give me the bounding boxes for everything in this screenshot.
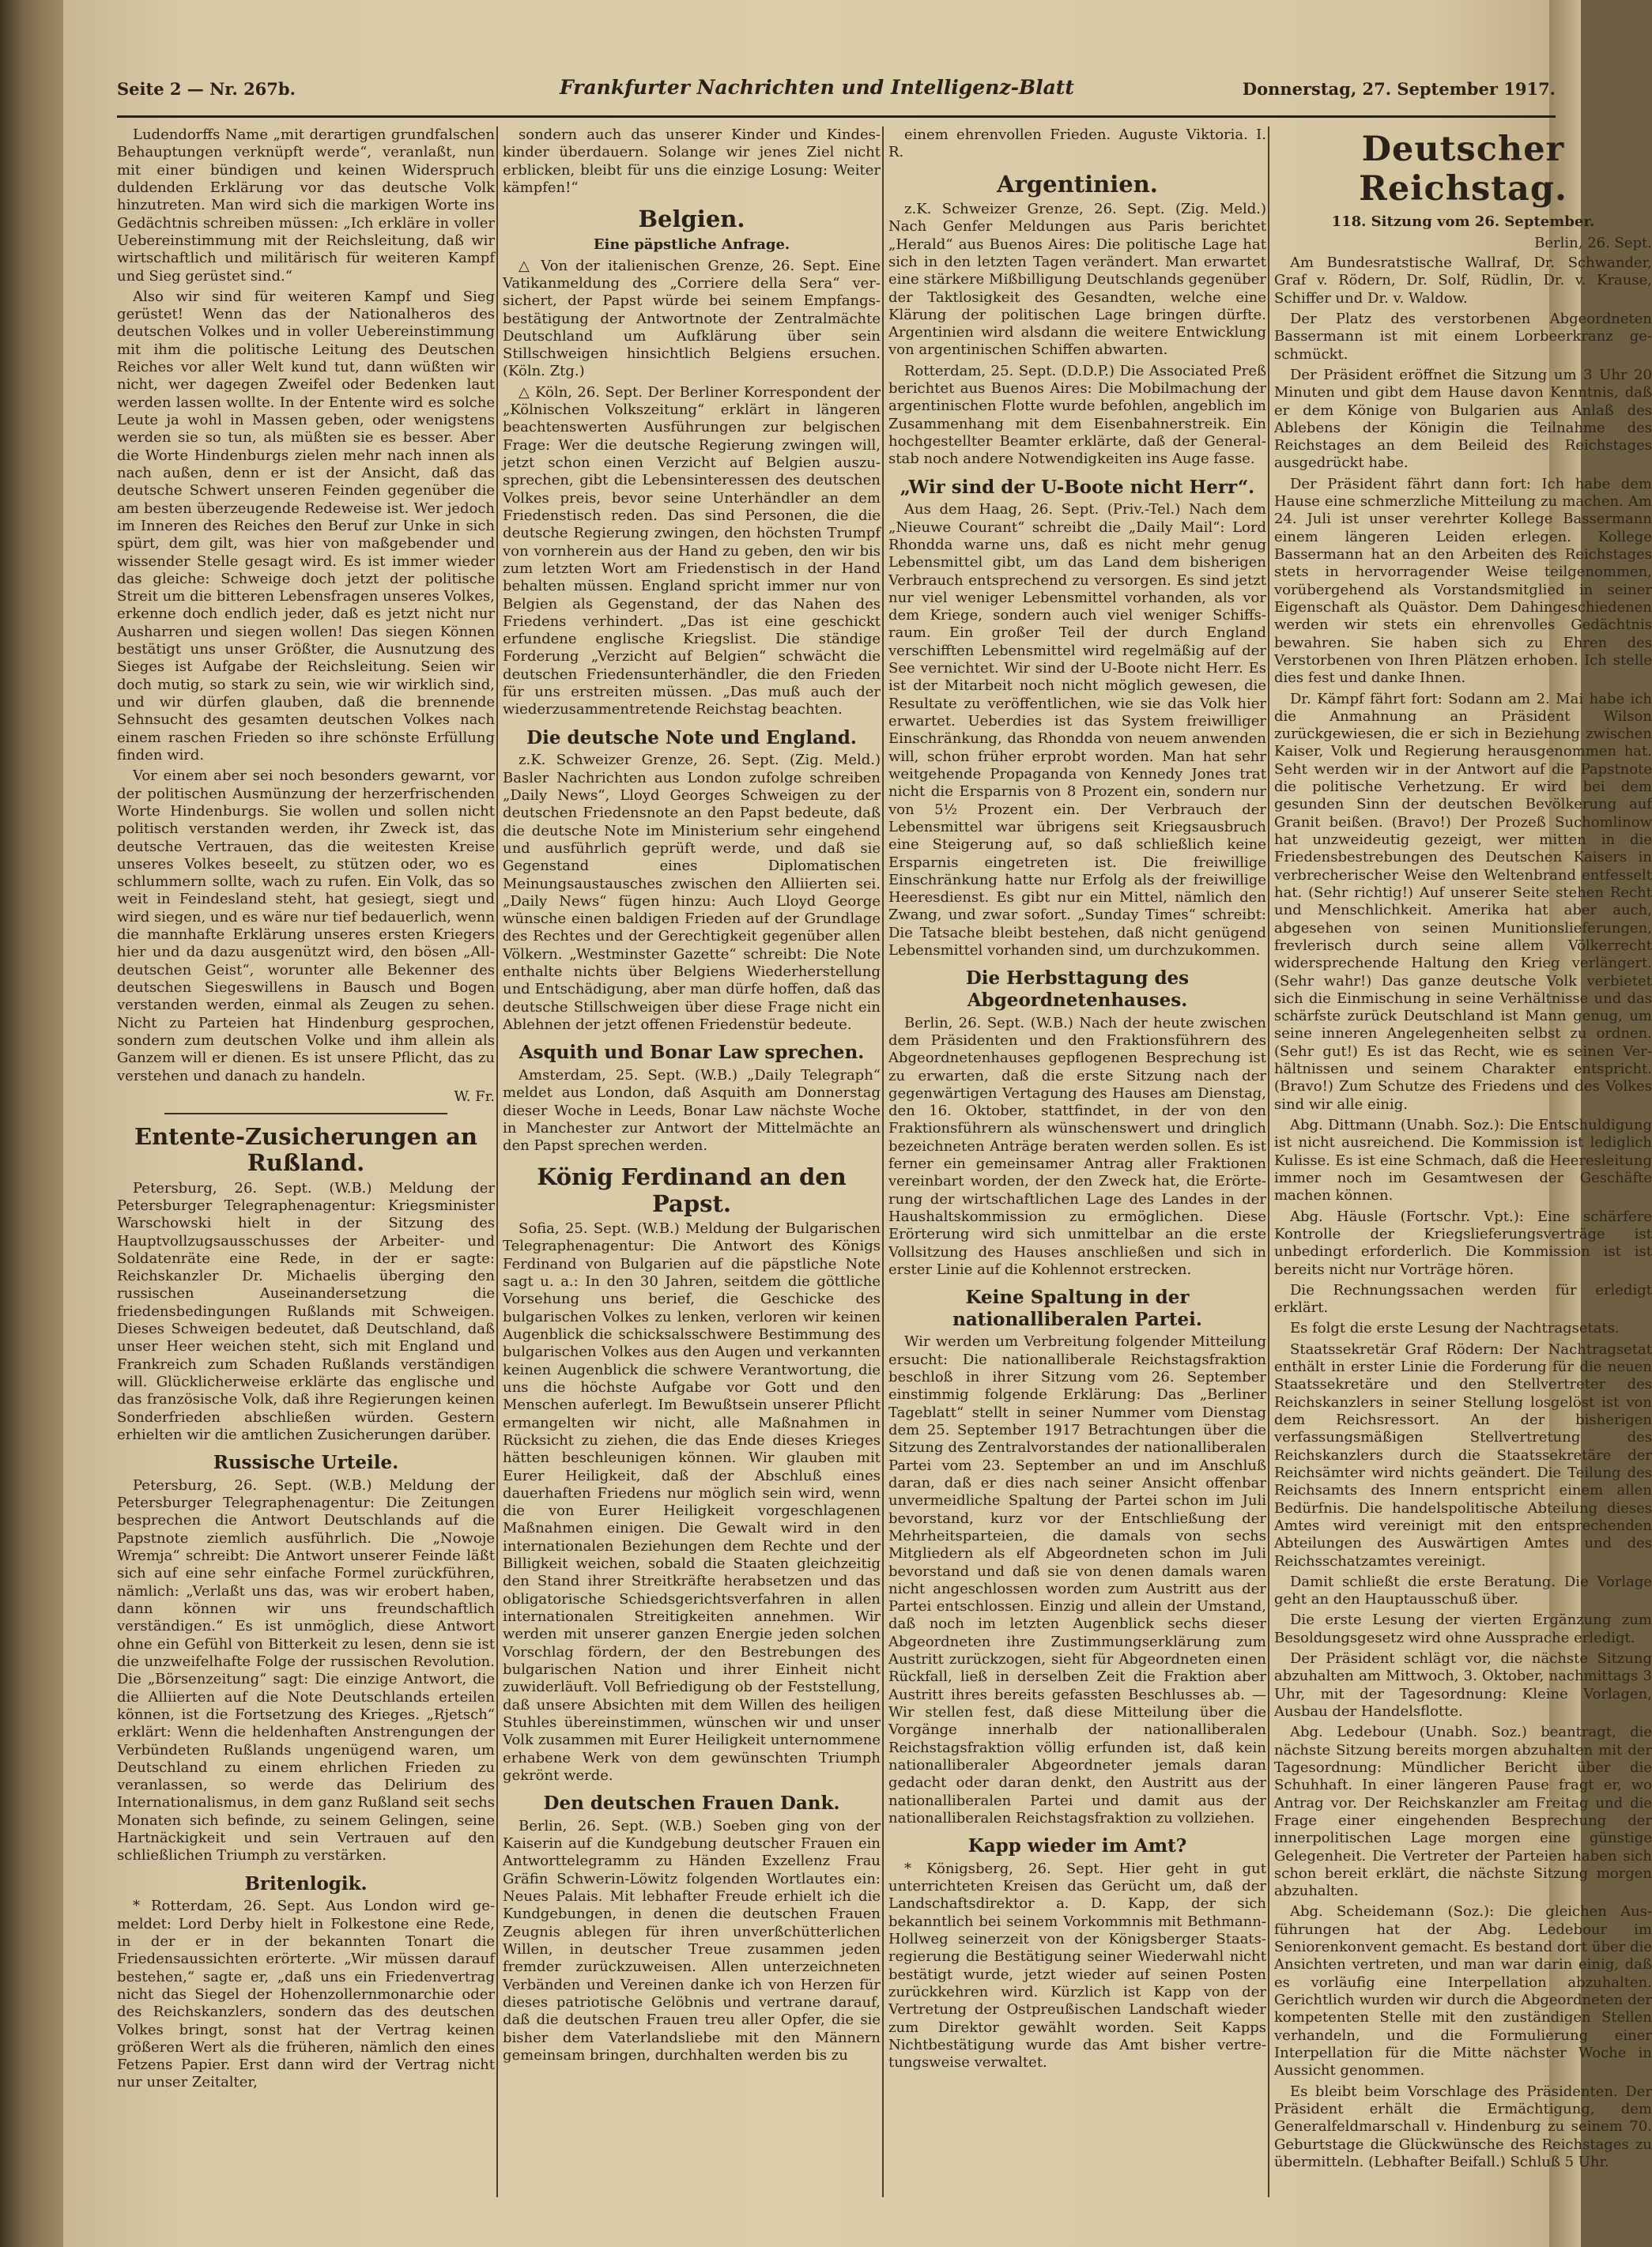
paragraph: Der Präsident eröffnet die Sitzung um 3 Uhr 20 Minuten und gibt dem Hause davon Kenntnis, daß er dem Könige von Bulgarien aus Anlaß des Ablebens der Königin die Teilnahme des Reichstages an dem Beileid des Reichstages ausgedrückt habe.	[1274, 366, 1652, 472]
paragraph: Ludendorffs Name „mit derartigen grundfalschen Behauptungen verknüpft werde“, veranlaßt, nun mit einer bündigen und keinen Widerspruch duldenden Erklärung vor das deutsche Volk hinzutreten. Man wird sich die markigen Worte ins Gedächtnis schreiben müssen: „Ich erkläre in voller Uebereinstimmung mit der Reichsleitung, daß wir wirtschaftlich und militärisch für weiteren Kampf und Sieg gerüstet sind.“	[117, 126, 495, 285]
paragraph: Der Präsident schlägt vor, die nächste Sitzung abzuhalten am Mittwoch, 3. Oktober, nachmittags 3 Uhr, mit der Tagesordnung: Kleine Vorlagen, Ausbau der Handelsflotte.	[1274, 1650, 1652, 1720]
paragraph: Die erste Lesung der vierten Ergänzung zum Besoldungsgesetz wird ohne Aussprache erledigt.	[1274, 1612, 1652, 1646]
article-headline: Argentinien.	[997, 170, 1158, 198]
column-rule	[496, 126, 498, 2197]
paragraph: * Rotterdam, 26. Sept. Aus London wird gemeldet: Lord Derby hielt in Folkestone eine Rede, in der er in der bekannten Tonart die Friedensaussichten erörterte. „Wir müssen darauf bestehen,“ sagte er, „daß uns ein Friedenvertrag nicht das Siegel der Hohenzollernmonarchie oder des Reichskanzlers, sondern das des deutschen Volkes bringt, sonst hat der Vertrag keinen größeren Wert als die früheren, nämlich den eines Fetzens Papier. Erst dann wird der Vertrag nicht nur unser Zeitalter,	[117, 1898, 495, 2091]
article-headline: Britenlogik.	[244, 1872, 368, 1894]
paragraph: Der Platz des verstorbenen Abgeordneten Bassermann ist mit einem Lorbeerkranz geschmückt.	[1274, 310, 1652, 363]
article-asquith	[503, 1042, 881, 1155]
article-britenlogik	[117, 1873, 495, 2092]
paragraph: Es folgt die erste Lesung der Nachtragsetats.	[1290, 1320, 1620, 1337]
paragraph: Dr. Kämpf fährt fort: Sodann am 2. Mai habe ich die Anmahnung an Präsident Wilson zurückgewiesen, die er sich in Beziehung zwischen Kaiser, Volk und Regierung herausgenommen hat. Seht werden wir in der Antwort auf die Papstnote die politische Verhetzung. Er wird bei dem gesunden Sinn der deutschen Bevölkerung auf Granit beißen. (Bravo!) Der Prozeß Suchomlinow hat unzweideutig gezeigt, wer mitten in die Friedensbestrebungen des Deutschen Kaisers in verbrecherischer Weise den Weltenbrand entfesselt hat. (Sehr richtig!) Auf unserer Seite stehen Recht und Menschlichkeit. Amerika hat aber auch, abgesehen von seinen Munitionslieferungen, frevlerisch durch seine allem Völkerrecht widersprechende Haltung den Krieg verlängert. (Sehr wahr!) Das ganze deutsche Volk verbietet sich die Einmischung in seine Verhältnisse und das schärfste zurück Deutschland ist Mann genug, um seine inneren Angelegenheiten selbst zu ordnen. (Sehr gut!) Es ist das Recht, wie es seinen Verhältnissen und seinem Charakter entspricht. (Bravo!) Zum Schutze des Friedens und des Volkes sind wir alle einig.	[1274, 690, 1652, 1113]
paragraph: △ Von der italienischen Grenze, 26. Sept. Eine Vatikanmeldung des „Corriere della Sera“ versichert, der Papst würde bei seinem Empfangsbestätigung der Antwortnote der Zentralmächte Deutschland um Aufklärung über sein Stillschweigen hinsichtlich Belgiens ersuchen. (Köln. Ztg.)	[503, 257, 881, 380]
paragraph: Berlin, 26. Sept. (W.B.) Soeben ging von der Kaiserin auf die Kundgebung deutscher Frauen ein Antworttelegramm zu Händen Exzellenz Frau Gräfin Schwerin-Löwitz folgenden Wortlautes ein: Neues Palais. Mit lebhafter Freude erhielt ich die Kundgebungen, in denen die deutschen Frauen Zeugnis ablegen für ihren unverßchütterlichen Willen, in deutscher Treue zusammen jeden fremder zurückzuweisen. Allen unterzeichneten Verbänden und Vereinen danke ich von Herzen für dieses patriotische Gelöbnis und vertrane darauf, daß die deutschen Frauen treu aller Opfer, die sie bisher dem Vaterlandsliebe mit den Männern gemeinsam bringen, durchhalten werden bis zu	[503, 1817, 881, 2064]
paragraph: △ Köln, 26. Sept. Der Berliner Korrespondent der „Kölnischen Volkszeitung“ erklärt in längeren beachtenswerten Ausführungen zur belgischen Frage: Wer die deutsche Regierung zwingen will, jetzt schon einen Verzicht auf Belgien auszusprechen, gibt die Lebensinteressen des deutschen Volkes preis, bevor seine Unterhändler an dem Friedenstisch reden. Das sind Personen, die die deutsche Regierung zwingen, den höchsten Trumpf von vornherein aus der Hand zu geben, den wir bis zum letzten Wort am Friedenstisch in der Hand behalten müssen. England spricht immer nur von Belgien als Gegenstand, der das Nahen des Friedens verhindert. „Das ist eine geschickt erfundene englische Kriegslist. Die ständige Forderung „Verzicht auf Belgien“ schwächt die deutschen Friedensunterhändler, die den Frieden für uns erstreiten müssen. „Das muß auch der wiederzusammentretende Reichstag beachten.	[503, 383, 881, 718]
article-headline: Den deutschen Frauen Dank.	[543, 1793, 840, 1815]
article-argentinien	[888, 172, 1266, 469]
paragraph: Die Rechnungssachen werden für erledigt erklärt.	[1274, 1281, 1652, 1317]
article-russian-opinions	[117, 1452, 495, 1864]
newspaper-page	[63, 0, 1652, 2247]
article-headline: Russische Urteile.	[213, 1452, 399, 1474]
paragraph: sondern auch das unserer Kinder und Kindeskinder überdauern. Solange wir jenes Ziel nicht erblicken, bleibt für uns die einzige Losung: Weiter kämpfen!“	[503, 126, 881, 196]
paragraph: Abg. Häusle (Fortschr. Vpt.): Eine schärfere Kontrolle der Kriegslieferungsverträge ist unbedingt erforderlich. Die Kommission ist ist bereits nicht nur Vorträge hören.	[1274, 1208, 1652, 1278]
article-headline: Die deutsche Note und England.	[526, 726, 857, 748]
paragraph: Es bleibt beim Vorschlage des Präsidenten. Der Präsident erhält die Ermächtigung, dem Generalfeldmarschall v. Hindenburg zu seinem 70. Geburtstage die Glückwünsche des Reichstages zu übermitteln. (Lebhafter Beifall.) Schluß 5 Uhr.	[1274, 2083, 1652, 2170]
paragraph: Also wir sind für weiteren Kampf und Sieg gerüstet! Wenn das der Nationalheros des deutschen Volkes und in voller Uebereinstimmung mit ihm die politische Leitung des Deutschen Reiches vor aller Welt kund tut, dann wüßten wir nicht, wer dagegen Zweifel oder Bedenken laut werden lassen wollte. In der Entente wird es solche Leute ja wohl in Massen geben, oder wenigstens werden sie so tun, als müßten sie es besser. Aber die Worte Hindenburgs zielen mehr nach innen als nach außen, denn er ist der Ansicht, daß das deutsche Schwert unseren Feinden gegenüber die am besten überzeugende Redeweise ist. Wer jedoch im Inneren des Reiches den Beruf zur Unke in sich spürt, dem gilt, was hier von maßgebender und wissender Stelle gesagt wird. Es ist immer wieder das gleiche: Schweige doch jetzt der politische Streit um die bitteren Lebensfragen unseres Volkes, erkenne doch endlich jeder, daß es jetzt nicht nur Ausharren und siegen wollen! Das siegen Können bestätigt uns unser Größter, die Ausnutzung des Sieges ist Aufgabe der Reichsleitung. Seien wir doch mutig, so stark zu sein, wie wir wirklich sind, und wir dürfen glauben, daß die brennende Sehnsucht des gesamten deutschen Volkes nach einem raschen Frieden so ihre schönste Erfüllung finden wird.	[117, 288, 495, 763]
article-herbsttagung	[888, 967, 1266, 1279]
article-hindenburg	[117, 126, 495, 1105]
paragraph: * Königsberg, 26. Sept. Hier geht in gut unterrichteten Kreisen das Gerücht um, daß der Landschaftsdirektor a. D. Kapp, der sich bekanntlich bei seinem Vorkommnis mit Bethmann-Hollweg seinerzeit von der Königsberger Staatsregierung die Bestätigung seiner Wiederwahl nicht bestätigt wurde, jetzt wieder auf seinen Posten zurückkehren wird. Kürzlich ist Kapp von der Vertretung der Ostpreußischen Landschaft wieder zum Direktor gewählt worden. Seit Kapps Nichtbestätigung wurde das Amt bisher vertretungsweise verwaltet.	[888, 1860, 1266, 2072]
article-reichstag	[1274, 130, 1652, 2171]
paragraph: Petersburg, 26. Sept. (W.B.) Meldung der Petersburger Telegraphenagentur: Kriegsminister Warschowski hielt in der Sitzung des Hauptvollzugsausschusses der Arbeiter- und Soldatenräte eine Rede, in der er sagte: Reichskanzler Dr. Michaelis überging den russischen Auseinandersetzung die friedensbedingungen Rußlands mit Schweigen. Dieses Schweigen bedeutet, daß Deutschland, daß unser Heer weichen steht, sich mit England und Frankreich zum Schaden Rußlands verständigen will. Glücklicherweise erklärte das englische und das französische Volk, daß ihre Regierungen keinen Sonderfrieden abschließen würden. Gestern erhielten wir die amtlichen Zusicherungen darüber.	[117, 1179, 495, 1443]
article-note-england	[503, 727, 881, 1035]
paragraph: Am Bundesratstische Wallraf, Dr. Schwander, Graf v. Rödern, Dr. Solf, Rüdlin, Dr. v. Krause, Schiffer und Dr. v. Waldow.	[1274, 254, 1652, 307]
issue-date: Donnerstag, 27. September 1917.	[1242, 79, 1556, 99]
paragraph: Abg. Dittmann (Unabh. Soz.): Die Entschuldigung ist nicht ausreichend. Die Kommission ist lediglich Kulisse. Es ist eine Schmach, daß die Heeresleitung immer noch im Gesamtwesen der Geschäfte machen können.	[1274, 1117, 1652, 1205]
header-rule	[117, 115, 1556, 118]
paragraph: Der Präsident fährt dann fort: Ich habe dem Hause eine schmerzliche Mitteilung zu machen. Am 24. Juli ist unser verehrter Kollege Bassermann einem längeren Leiden erlegen. Kollege Bassermann hat an den Arbeiten des Reichstages stets in hervorragender Weise teilgenommen, vorübergehend als Vorstandsmitglied in seiner Eigenschaft als Quästor. Dem Dahingeschiedenen werden wir stets ein ehrenvolles Gedächtnis bewahren. Sie haben sich zu Ehren des Verstorbenen von Ihren Plätzen erhoben. Ich stelle dies fest und danke Ihnen.	[1274, 475, 1652, 687]
masthead: Frankfurter Nachrichten und Intelligenz-Blatt	[560, 76, 1074, 99]
page-number: Seite 2 — Nr. 267b.	[117, 79, 296, 99]
article-headline: Die Herbsttagung des Abgeordnetenhauses.	[965, 967, 1190, 1011]
article-headline: Belgien.	[638, 205, 745, 233]
column-1	[117, 126, 495, 2237]
column-3	[888, 126, 1266, 2237]
paragraph: Petersburg, 26. Sept. (W.B.) Meldung der Petersburger Telegraphenagentur: Die Zeitungen besprechen die Antwort Deutschlands auf die Papstnote ziemlich ausführlich. Die „Nowoje Wremja“ schreibt: Die Antwort unserer Feinde läßt sich auf eine sehr einfache Formel zurückführen, nämlich: „Verlaßt uns das, was wir erobert haben, dann können wir uns freundschaftlich verständigen.“ Es ist unmöglich, diese Antwort ohne ein Gefühl von Bitterkeit zu lesen, denn sie ist die unzweifelhafte Folge der russischen Revolution. Die „Börsenzeitung“ sagt: Die einzige Antwort, die die Alliierten auf die Note Deutschlands erteilen können, ist die Fortsetzung des Krieges. „Rjetsch“ erklärt: Wenn die heldenhaften Anstrengungen der Verbündeten Rußlands ungenügend waren, um Deutschland zu einem ehrlichen Frieden zu veranlassen, so werde das Delirium des Internationalismus, in dem ganz Rußland seit sechs Monaten sich befinde, zu seinem Gelingen, seine Hartnäckigkeit und sein Vertrauen auf den schließlichen Triumph zu verstärken.	[117, 1476, 495, 1864]
article-subheadline: 118. Sitzung vom 26. September.	[1331, 213, 1595, 230]
article-britenlogik-cont	[503, 126, 881, 197]
paragraph: Vor einem aber sei noch besonders gewarnt, vor der politischen Ausmünzung der herzerfrischenden Worte Hindenburgs. Sie wollen und sollen nicht politisch verstanden werden, ihr Zweck ist, das deutsche Vertrauen, das die weitesten Kreise unseres Volkes beseelt, zu stützen oder, wo es schlummern sollte, wach zu rufen. Ein Volk, das so weit in Feindesland steht, hat gesiegt, siegt und wird siegen, und es wäre nur tief bedauerlich, wenn die mannhafte Erklärung unseres ersten Kriegers hier und da dazu ausgenützt wird, den bösen „Alldeutschen Geist“, worunter alle Bekenner des deutschen Siegeswillens in Bausch und Bogen verstanden werden, einmal als Zeugen zu sehen. Nicht zu Parteien hat Hindenburg gesprochen, sondern zum deutschen Volke und ihm allein als Ganzem will er dienen. Es ist unsere Pflicht, das zu verstehen und danach zu handeln.	[117, 767, 495, 1084]
article-headline: Keine Spaltung in der nationalliberalen Partei.	[952, 1287, 1202, 1330]
paragraph: Aus dem Haag, 26. Sept. (Priv.-Tel.) Nach dem „Nieuwe Courant“ schreibt die „Daily Mail“: Lord Rhondda warne uns, daß es nicht mehr genug Lebensmittel gibt, um das Land dem bisherigen Verbrauch entsprechend zu versorgen. Es sind jetzt nur viel weniger Lebensmittel vorhanden, als vor dem Kriege, sondern auch viel weniger Schiffsraum. Ein großer Teil der durch England verschifften Lebensmittel wird regelmäßig auf der See vernichtet. Wir sind der U-Boote nicht Herr. Es ist der Mitarbeit noch nicht möglich gewesen, die Resultate zu veröffentlichen, wie sie das Volk hier erwartet. Ueberdies ist das System freiwilliger Einschränkung, das Rhondda von neuem anwenden will, schon früher erprobt worden. Man hat sehr weitgehende Propaganda von Kennedy Jones trat nicht die Ersparnis von 8 Prozent ein, sondern nur von 5½ Prozent ein. Der Verbrauch der Lebensmittel war übrigens seit Kriegsausbruch eine Steigerung auf, so daß schließlich keine Ersparnis eingetreten ist. Die freiwillige Einschränkung hatte nur Erfolg als der freiwillige Heeresdienst. Es gibt nur ein Mittel, nämlich den Zwang, und zwar sofort. „Sunday Times“ schreibt: Die Tatsache bleibt bestehen, daß nicht genügend Lebensmittel vorhanden sind, um durchzukommen.	[888, 501, 1266, 959]
column-2	[503, 126, 881, 2237]
paragraph: Sofia, 25. Sept. (W.B.) Meldung der Bulgarischen Telegraphenagentur: Die Antwort des Königs Ferdinand von Bulgarien auf die päpstliche Note sagt u. a.: In den 30 Jahren, seitdem die göttliche Vorsehung uns berief, die Geschicke des bulgarischen Volkes zu lenken, verloren wir keinen Augenblick die schicksalsschwere Bestimmung des bulgarischen Volkes aus den Augen und verkannten keinen Augenblick die schwere Verantwortung, die uns die höchste Aufgabe vor Gott und den Menschen auferlegt. Im Bewußtsein unserer Pflicht ermangelten wir nicht, alle Maßnahmen in Rücksicht zu ziehen, die das Ende dieses Krieges hätten beschleunigen können. Wir glauben mit Eurer Heiligkeit, daß der Abschluß eines dauerhaften Friedens nur möglich sein wird, wenn die von Eurer Heiligkeit vorgeschlagenen Maßnahmen einigen. Die Gewalt wird in den internationalen Beziehungen dem Rechte und der Billigkeit weichen, sobald die Staaten gleichzeitig den Stand ihrer Streitkräfte herabsetzen und das obligatorische Schiedsgerichtsverfahren in allen internationalen Streitigkeiten annehmen. Wir werden mit unserer ganzen Energie jeden solchen Vorschlag fördern, der den Bestrebungen des bulgarischen Nation und ihrer Einheit nicht zuwiderläuft. Voll Befriedigung ob der Feststellung, daß unsere Absichten mit dem Willen des heiligen Stuhles übereinstimmen, wünschen wir und unser Volk zusammen mit Eurer Heiligkeit unternommene erhabene Werk von dem gewünschten Triumph gekrönt werde.	[503, 1220, 881, 1784]
book-binding	[0, 0, 63, 2247]
article-kapp	[888, 1835, 1266, 2072]
page-header	[117, 76, 1556, 107]
paragraph: z.K. Schweizer Grenze, 26. Sept. (Zig. Meld.) Basler Nachrichten aus London zufolge schreiben „Daily News“, Lloyd Georges Schweigen zu der deutschen Friedensnote an den Papst bedeute, daß die deutsche Note im Ministerium sehr eingehend und ausführlich geprüft werde, und daß sie Gegenstand eines Diplomatischen Meinungsaustausches zwischen den Alliierten sei. „Daily News“ fügen hinzu: Auch Lloyd George wünsche einen baldigen Frieden auf der Grundlage des Rechtes und der Gerechtigkeit gegenüber allen Völkern. „Westminster Gazette“ schreibt: Die Note enthalte nichts über Belgiens Wiederherstellung und Entschädigung, aber man dürfe hoffen, daß das deutsche Stillschweigen über diese Frage nicht ein Ablehnen der jetzt offenen Friedenstür bedeute.	[503, 752, 881, 1033]
paragraph: Abg. Ledebour (Unabh. Soz.) beantragt, die nächste Sitzung bereits morgen abzuhalten mit der Tagesordnung: Mündlicher Bericht über die Schuhhaft. In einer längeren Pause fragt er, wo Antrag vor. Der Reichskanzler am Freitag und die Frage einer eingehenden Besprechung der innerpolitischen Lage morgen eine günstige Gelegenheit. Die Vertreter der Parteien haben sich schon bereit erklärt, die nächste Sitzung morgen abzuhalten.	[1274, 1724, 1652, 1900]
paragraph: Rotterdam, 25. Sept. (D.D.P.) Die Associated Preß berichtet aus Buenos Aires: Die Mobilmachung der argentinischen Flotte wurde befohlen, angeblich im Zusammenhang mit dem Eisenbahnerstreik. Ein hochgestellter Beamter erklärte, daß der Generalstab noch andere Notwendigkeiten ins Auge fasse.	[888, 362, 1266, 468]
paragraph: Wir werden um Verbreitung folgender Mitteilung ersucht: Die nationalliberale Reichstagsfraktion beschloß in ihrer Sitzung vom 26. September einstimmig folgende Erklärung: Das „Berliner Tageblatt“ stellt in seiner Nummer vom Dienstag dem 25. September 1917 Betrachtungen über die Sitzung des Zentralvorstandes der nationalliberalen Partei vom 23. September an und im Anschluß daran, daß er dies nach seiner Ansicht offenbar unvermeidliche Spaltung der Partei schon im Juli bevorstand, kurz vor der Entschließung der Mehrheitsparteien, die damals von sechs Mitgliedern als elf Abgeordneten schon im Juli bevorstand und daß sie von denen damals waren nicht angeschlossen worden zum Austritt aus der Partei entschlossen. Einzig und allein der Umstand, daß noch im letzten Augenblick sechs dieser Abgeordneten ihre Zustimmungserklärung zum Austritt zurückzogen, sieht für Abgeordneten einen Rückfall, ließ in derselben Zeit die Fraktion aber Austritt ihres bereits gefassten Beschlusses ab. — Wir stellen fest, daß diese Mitteilung über die Vorgänge innerhalb der nationalliberalen Reichstagsfraktion völlig erfunden ist, daß kein nationalliberaler Abgeordneter jemals daran gedacht oder daran denkt, den Austritt aus der nationalliberalen Partei und damit aus der nationalliberalen Reichstagsfraktion zu vollziehen.	[888, 1333, 1266, 1827]
paragraph: Damit schließt die erste Beratung. Die Vorlage geht an den Hauptausschuß über.	[1274, 1573, 1652, 1608]
article-frauen	[503, 1793, 881, 2064]
paragraph: Amsterdam, 25. Sept. (W.B.) „Daily Telegraph“ meldet aus London, daß Asquith am Donnerstag dieser Woche in Leeds, Bonar Law nächste Woche in Manchester zur Antwort der Mittelmächte an den Papst sprechen werden.	[503, 1066, 881, 1155]
column-rule	[1268, 126, 1269, 2197]
article-headline: Asquith und Bonar Law sprechen.	[519, 1042, 865, 1064]
paragraph: Staatssekretär Graf Rödern: Der Nachtragsetat enthält in erster Linie die Forderung für die neuen Staatssekretäre und den Stellvertreter des Reichskanzlers in seiner Stellung losgelöst ist von dem Reichsressort. An der bisherigen verfassungsmäßigen Stellvertretung des Reichskanzlers durch die Staatssekretäre der Reichsämter wird nichts geändert. Die Teilung des Reichsamts des Innern entspricht einem allen Bedürfnis. Die handelspolitische Abteilung dieses Amtes wird vereinigt mit den entsprechenden Abteilungen des Auswärtigen Amtes und des Reichsschatzamtes vereinigt.	[1274, 1340, 1652, 1570]
paragraph: z.K. Schweizer Grenze, 26. Sept. (Zig. Meld.) Nach Genfer Meldungen aus Paris berichtet „Herald“ aus Buenos Aires: Die politische Lage hat sich in den letzten Tagen verändert. Man erwartet eine stärkere Mißbilligung Deutschlands gegenüber der Taktlosigkeit des Gesandten, welche eine Klärung der politischen Lage bringen dürfte. Argentinien wird alsdann die weitere Entwicklung von argentinischen Schiffen abwarten.	[888, 200, 1266, 359]
paragraph: Abg. Scheidemann (Soz.): Die gleichen Ausführungen hat der Abg. Ledebour im Seniorenkonvent gemacht. Es bestand dort über die Ansichten vertreten, und man war darin einig, daß es vorläufig eine Interpellation abzuhalten. Gerichtlich wurden wir durch die Abgeordneten der kompetenten Stelle mit den zuständigen Stellen verhandeln, und die Formulierung einer Interpellation für die Mitte nächster Woche in Aussicht genommen.	[1274, 1903, 1652, 2079]
article-entente	[117, 1124, 495, 1444]
article-headline: König Ferdinand an den Papst.	[537, 1163, 847, 1217]
article-subheadline: Eine päpstliche Anfrage.	[593, 236, 790, 253]
column-rule	[882, 126, 884, 2197]
article-headline: Entente-Zusicherungen an Rußland.	[134, 1122, 478, 1177]
author-signature: W. Fr.	[454, 1088, 495, 1105]
article-keine-spaltung	[888, 1287, 1266, 1827]
article-uboote	[888, 477, 1266, 960]
paragraph: Berlin, 26. Sept. (W.B.) Nach der heute zwischen dem Präsidenten und den Fraktionsführern des Abgeordnetenhauses gepflogenen Besprechung ist zu erwarten, daß die erste Sitzung nach der gegenwärtigen Vertagung des Hauses am Dienstag, den 16. Oktober, stattfindet, in der von den Fraktionsführern als wünschenswert und dringlich bezeichneten Anträge beraten werden sollen. Es ist ferner ein gemeinsamer Antrag aller Fraktionen vereinbart worden, der den Zweck hat, die Erörterung der wirtschaftlichen Lage des Landes in der Haushaltskommission zu ermöglichen. Diese Erörterung wird sich unmittelbar an die erste Vollsitzung des Hauses anschließen und sich in erster Linie auf die Kohlennot erstrecken.	[888, 1014, 1266, 1278]
column-4	[1274, 126, 1652, 2237]
article-headline: Deutscher Reichstag.	[1359, 130, 1567, 209]
paragraph: einem ehrenvollen Frieden. Auguste Viktoria. I. R.	[888, 126, 1266, 161]
article-divider	[164, 1113, 447, 1114]
article-ferdinand	[503, 1164, 881, 1785]
article-belgien	[503, 206, 881, 718]
dateline: Berlin, 26. Sept.	[1534, 235, 1652, 251]
article-headline: „Wir sind der U-Boote nicht Herr“.	[900, 476, 1255, 498]
article-headline: Kapp wieder im Amt?	[967, 1835, 1187, 1857]
article-frauen-cont	[888, 126, 1266, 162]
